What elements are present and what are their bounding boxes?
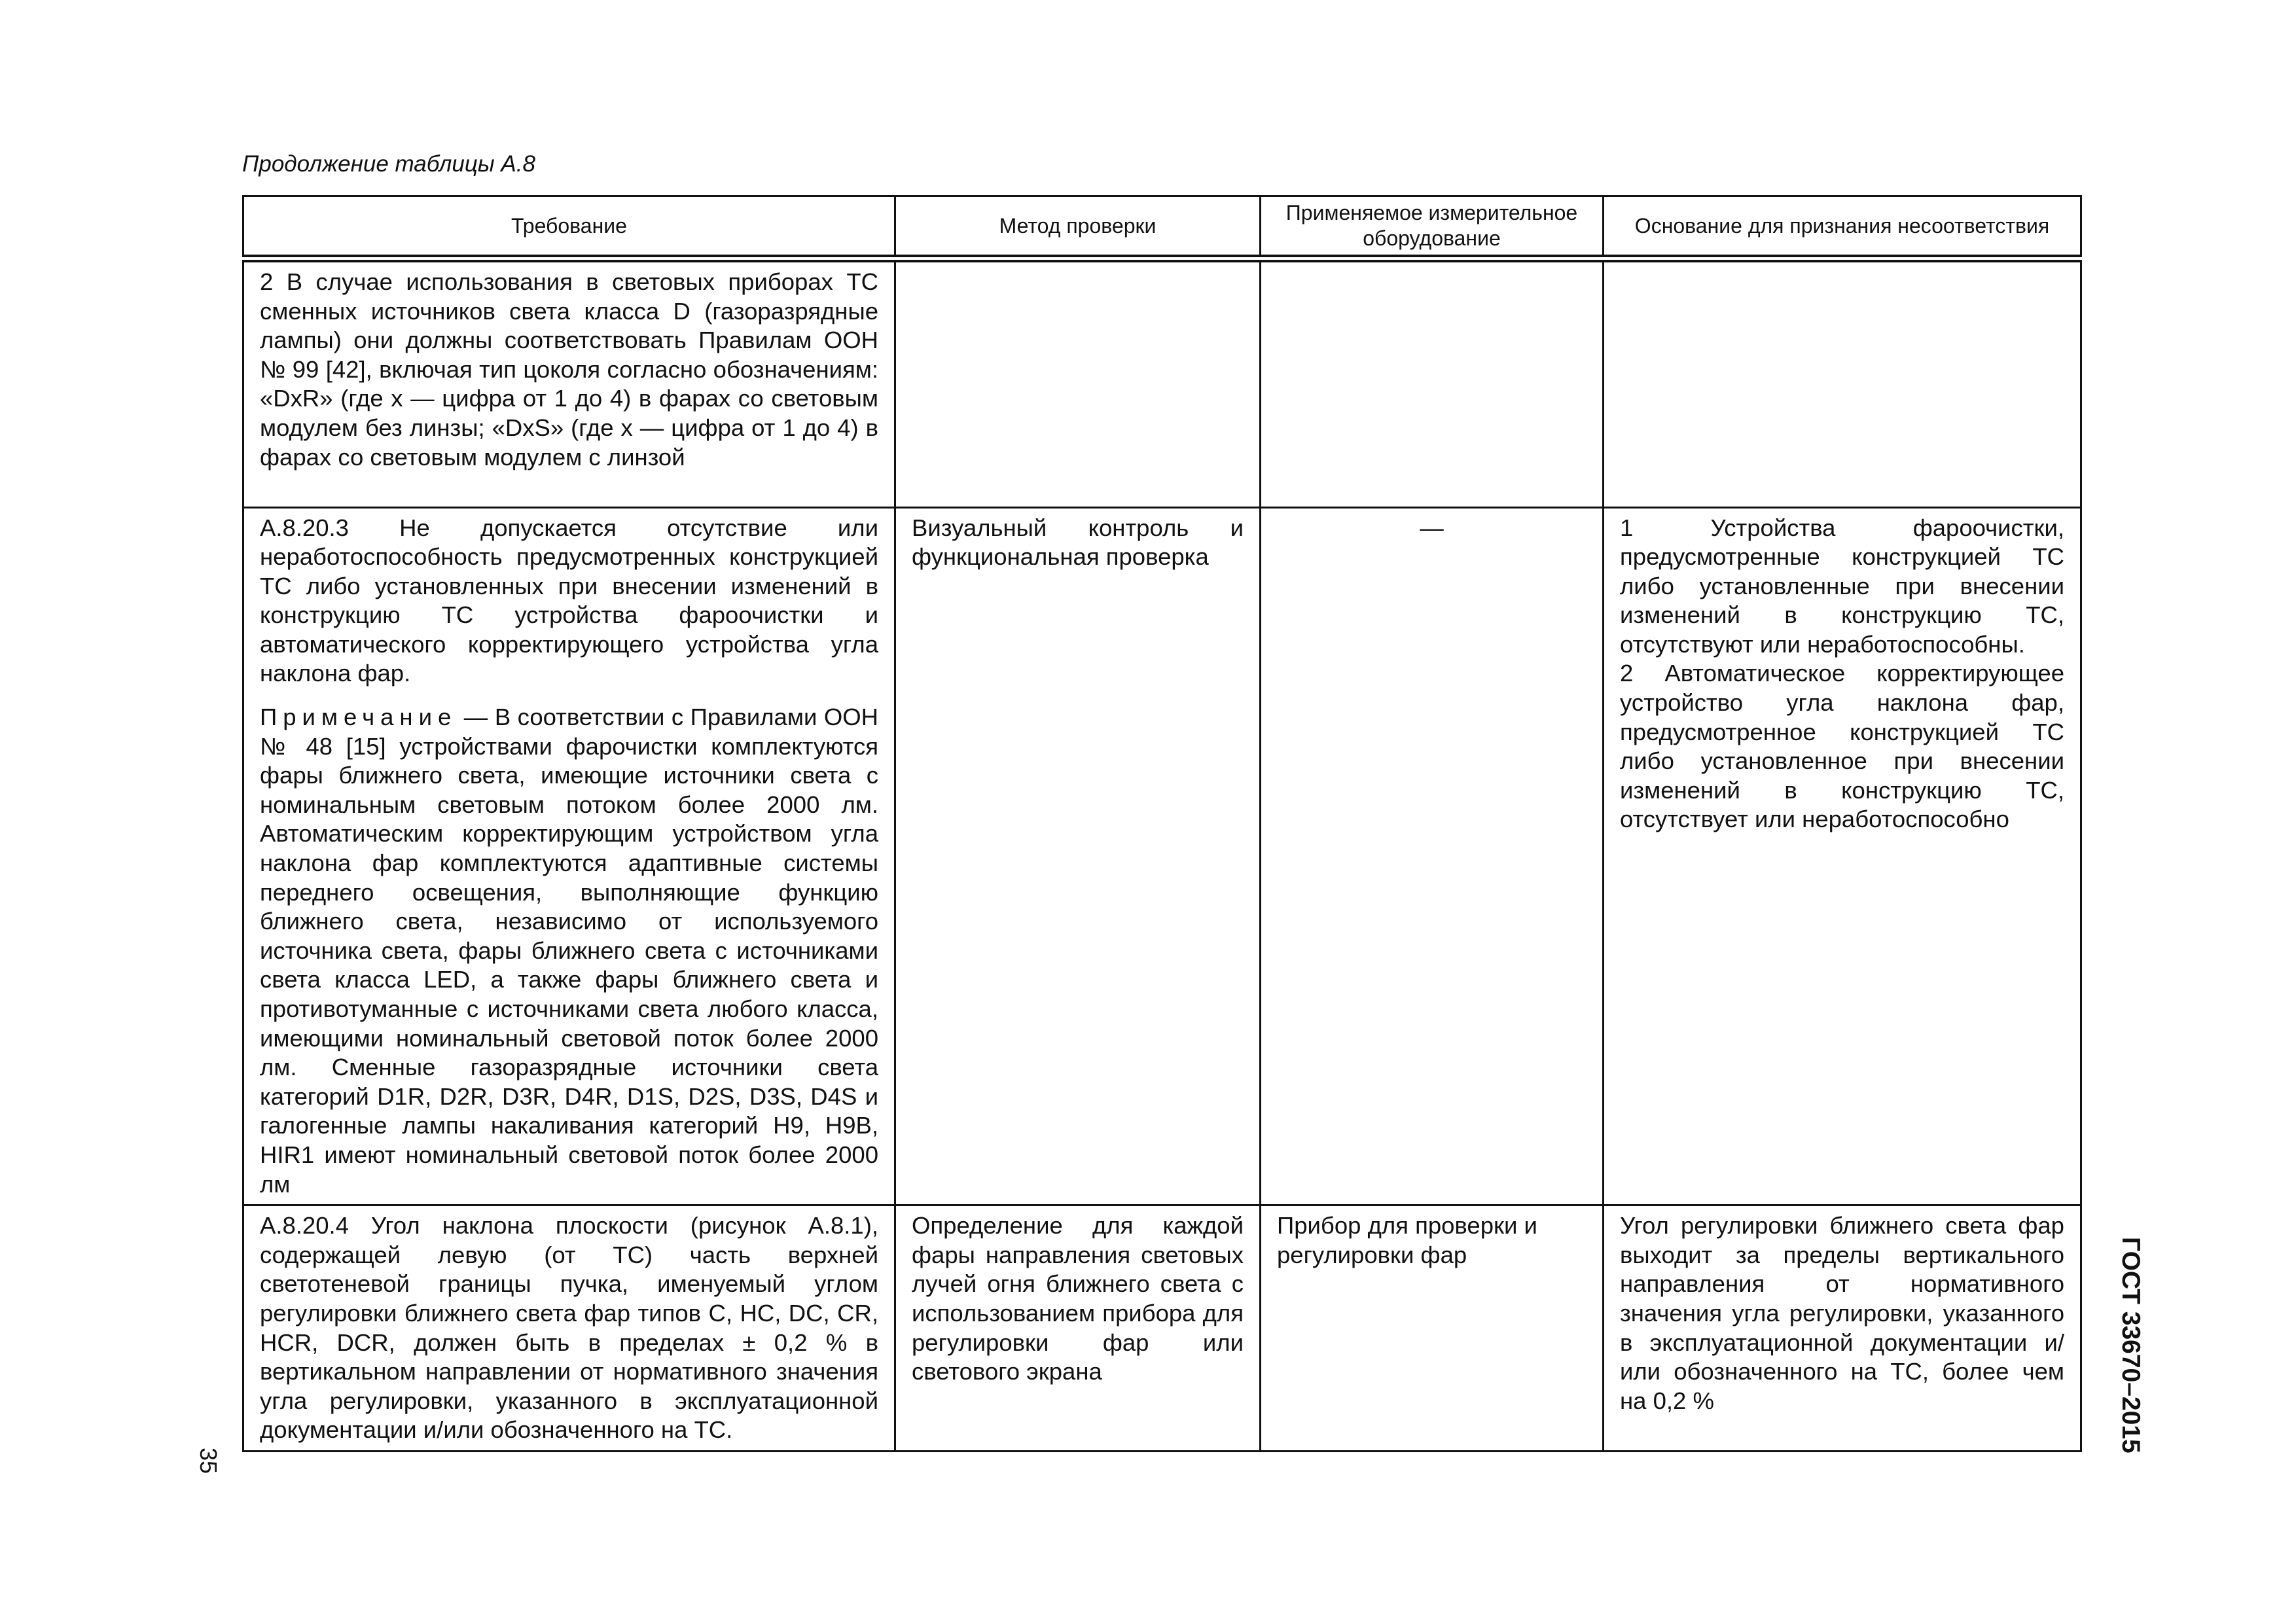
- requirement-text: А.8.20.3 Не допускается отсутствие или неработоспособность предусмотренных конструкцией ТС либо установленных при внесении изменений в конструкцию ТС устройства фароочистки и автоматического корректирующего устройства угла наклона фар.: [260, 514, 878, 687]
- equipment-cell: [1261, 259, 1604, 507]
- basis-item-2: 2 Автоматическое корректирующее устройство угла наклона фар, предусмотренное конструкцией ТС либо установленное при внесении изменений в конструкцию ТС, отсутствует или неработоспособно: [1620, 660, 2064, 833]
- method-cell: Определение для каждой фары направления световых лучей огня ближнего света с использованием прибора для регулировки фар или светового экрана: [895, 1205, 1261, 1452]
- header-basis: Основание для признания несоответствия: [1604, 196, 2081, 259]
- equipment-cell: —: [1261, 507, 1604, 1205]
- table-row: [243, 259, 2081, 507]
- requirement-cell: 2 В случае использования в световых приборах ТС сменных источников света класса D (газоразрядные лампы) они должны соответствовать Правилам ООН № 99 [42], включая тип цоколя согласно обозначениям: «DxR» (где x — цифра от 1 до 4) в фарах со световым модулем без линзы; «DxS» (где x — цифра от 1 до 4) в фарах со световым модулем с линзой: [243, 259, 895, 507]
- table-row: [243, 507, 2081, 1205]
- header-method: Метод проверки: [895, 196, 1261, 259]
- basis-cell: [1604, 259, 2081, 507]
- table-header-row: [243, 196, 2081, 259]
- basis-cell: Угол регулировки ближнего света фар выходит за пределы вертикального направления от нормативного значения угла регулировки, указанного в эксплуатационной документации и/или обозначенного на ТС, более чем на 0,2 %: [1604, 1205, 2081, 1452]
- method-cell: Визуальный контроль и функциональная проверка: [895, 507, 1261, 1205]
- header-equipment: Применяемое измерительное оборудование: [1261, 196, 1604, 259]
- requirement-cell: [243, 507, 895, 1205]
- basis-item-1: 1 Устройства фароочистки, предусмотренные конструкцией ТС либо установленные при внесении изменений в конструкцию ТС, отсутствуют или неработоспособны.: [1620, 514, 2064, 658]
- table-row: [243, 1205, 2081, 1452]
- table-caption: Продолжение таблицы А.8: [242, 151, 535, 177]
- requirements-table: [242, 195, 2082, 1452]
- note-text: — В соответствии с Правилами ООН № 48 [15] устройствами фарочистки комплектуются фары ближнего света, имеющие источники света с номинальным световым потоком более 2000 лм. Автоматическим корректирующим устройством угла наклона фар комплектуются адаптивные системы переднего освещения, выполняющие функцию ближнего света, независимо от используемого источника света, фары ближнего света с источниками света класса LED, а также фары ближнего света и противотуманные с источниками света любого класса, имеющими номинальный световой поток более 2000 лм. Сменные газоразрядные источники света категорий D1R, D2R, D3R, D4R, D1S, D2S, D3S, D4S и галогенные лампы накаливания категорий H9, H9B, HIR1 имеют номинальный световой поток более 2000 лм: [260, 704, 878, 1198]
- equipment-cell: Прибор для проверки и регулировки фар: [1261, 1205, 1604, 1452]
- basis-cell: [1604, 507, 2081, 1205]
- method-cell: [895, 259, 1261, 507]
- note-label: Примечание: [260, 704, 457, 731]
- standard-code: ГОСТ 33670–2015: [2117, 1237, 2145, 1454]
- requirement-note: [260, 703, 878, 1199]
- header-requirement: Требование: [243, 196, 895, 259]
- requirement-cell: А.8.20.4 Угол наклона плоскости (рисунок А.8.1), содержащей левую (от ТС) часть верхней светотеневой границы пучка, именуемый углом регулировки ближнего света фар типов C, HC, DC, CR, HCR, DCR, должен быть в пределах ± 0,2 % в вертикальном направлении от нормативного значения угла регулировки, указанного в эксплуатационной документации и/или обозначенного на ТС.: [243, 1205, 895, 1452]
- page-number: 35: [195, 1448, 222, 1474]
